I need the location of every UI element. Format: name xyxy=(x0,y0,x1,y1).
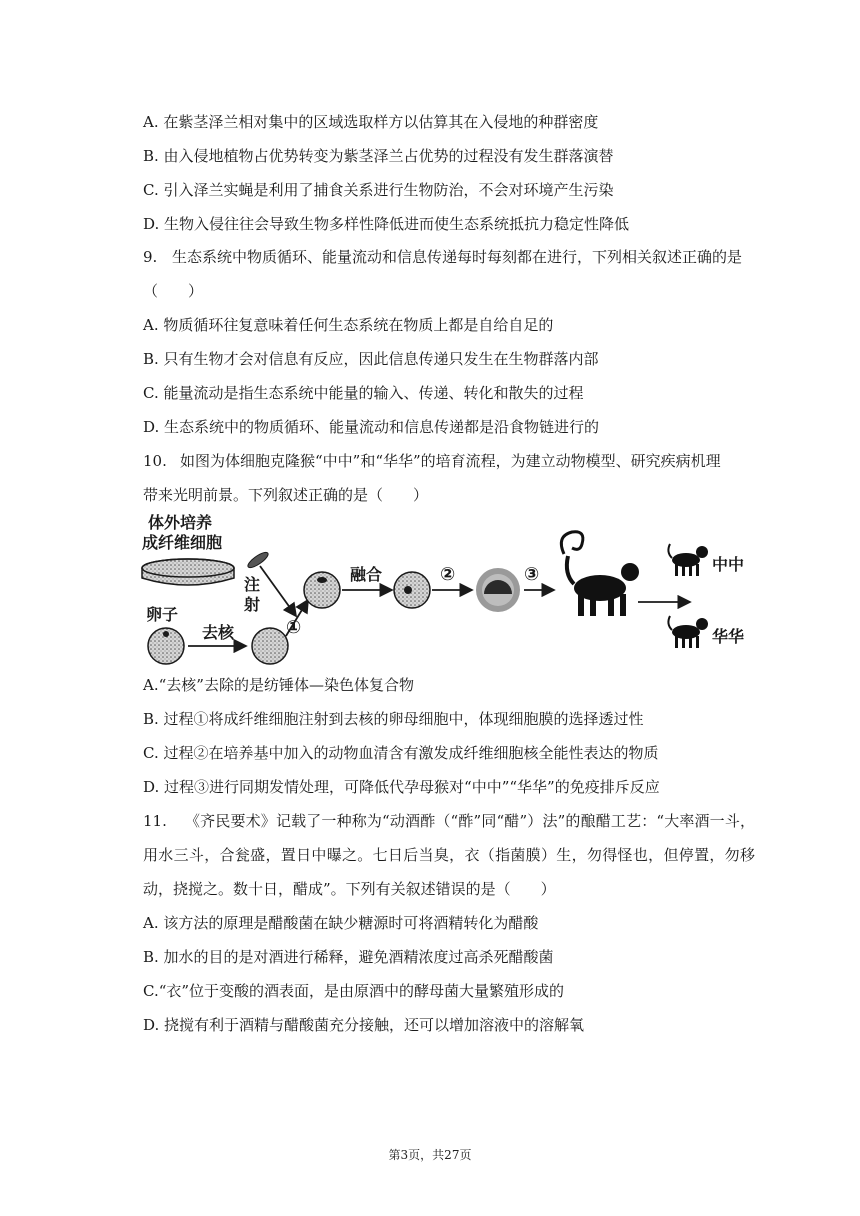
fibroblast-cell-icon xyxy=(246,550,270,570)
q10-option-a: A.“去核”去除的是纺锤体—染色体复合物 xyxy=(143,676,414,694)
step3-label: ③ xyxy=(524,564,540,585)
q11-option-b: B. 加水的目的是对酒进行稀释，避免酒精浓度过高杀死醋酸菌 xyxy=(143,948,554,966)
q8-option-b: B. 由入侵地植物占优势转变为紫茎泽兰占优势的过程没有发生群落演替 xyxy=(143,147,614,165)
petri-dish-icon xyxy=(142,559,234,585)
q8-option-a: A. 在紫茎泽兰相对集中的区域选取样方以估算其在入侵地的种群密度 xyxy=(143,113,599,131)
inject-label-1: 注 xyxy=(244,575,261,594)
q9-number: 9. xyxy=(143,248,158,266)
inject-label-2: 射 xyxy=(244,595,261,614)
egg-label: 卵子 xyxy=(146,605,179,624)
q9-answer-blank: （ ） xyxy=(143,282,204,300)
q10-number: 10. xyxy=(143,452,167,470)
q10-stem-line2: 带来光明前景。下列叙述正确的是（ ） xyxy=(143,486,429,504)
step1-label: ① xyxy=(286,617,302,638)
q10-option-b: B. 过程①将成纤维细胞注射到去核的卵母细胞中，体现细胞膜的选择透过性 xyxy=(143,710,644,728)
fusion-label: 融合 xyxy=(350,565,383,584)
fused-cell-icon xyxy=(394,572,430,608)
q10-option-d: D. 过程③进行同期发情处理，可降低代孕母猴对“中中”“华华”的免疫排斥反应 xyxy=(143,778,660,796)
q11-option-a: A. 该方法的原理是醋酸菌在缺少糖源时可将酒精转化为醋酸 xyxy=(143,914,539,932)
culture-label-2: 成纤维细胞 xyxy=(142,533,223,552)
monkey-zhongzhong-icon xyxy=(668,544,708,576)
monkey1-label: 中中 xyxy=(712,555,745,574)
q9-option-b: B. 只有生物才会对信息有反应，因此信息传递只发生在生物群落内部 xyxy=(143,350,599,368)
injected-egg-icon xyxy=(304,572,340,608)
cloning-flow-diagram xyxy=(138,508,750,668)
monkey2-label: 华华 xyxy=(712,627,745,646)
page-footer: 第3页，共27页 xyxy=(388,1148,472,1162)
q10-stem-line1: 如图为体细胞克隆猴“中中”和“华华”的培育流程，为建立动物模型、研究疾病机理 xyxy=(180,452,721,470)
enucleate-label: 去核 xyxy=(202,623,235,642)
enucleated-egg-icon xyxy=(252,628,288,664)
embryo-icon xyxy=(476,568,520,612)
surrogate-monkey-icon xyxy=(561,532,639,616)
q8-option-c: C. 引入泽兰实蝇是利用了捕食关系进行生物防治，不会对环境产生污染 xyxy=(143,181,614,199)
q11-stem: 《齐民要术》记载了一种称为“动酒酢（“酢”同“醋”）法”的酿醋工艺：“大率酒一斗，用水三斗，合瓮盛，置日中曝之。七日后当臭，衣（指菌膜）生，勿得怪也，但停置，勿移动，挠搅之。数十日，醋成”。下列有关叙述错误的是（ ） xyxy=(143,812,755,898)
q8-option-d: D. 生物入侵往往会导致生物多样性降低进而使生态系统抵抗力稳定性降低 xyxy=(143,215,630,233)
egg-cell-icon xyxy=(148,628,184,664)
q10-option-c: C. 过程②在培养基中加入的动物血清含有激发成纤维细胞核全能性表达的物质 xyxy=(143,744,659,762)
q11-option-c: C.“衣”位于变酸的酒表面，是由原酒中的酵母菌大量繁殖形成的 xyxy=(143,982,565,1000)
monkey-huahua-icon xyxy=(668,616,708,648)
q9-option-a: A. 物质循环往复意味着任何生态系统在物质上都是自给自足的 xyxy=(143,316,554,334)
q9-option-c: C. 能量流动是指生态系统中能量的输入、传递、转化和散失的过程 xyxy=(143,384,584,402)
q11-number: 11. xyxy=(143,812,167,830)
culture-label-1: 体外培养 xyxy=(148,513,213,532)
step2-label: ② xyxy=(440,564,456,585)
q9-stem: 生态系统中物质循环、能量流动和信息传递每时每刻都在进行，下列相关叙述正确的是 xyxy=(172,248,743,266)
inject-arrow xyxy=(260,566,296,616)
q9-option-d: D. 生态系统中的物质循环、能量流动和信息传递都是沿食物链进行的 xyxy=(143,418,600,436)
q11-option-d: D. 挠搅有利于酒精与醋酸菌充分接触，还可以增加溶液中的溶解氧 xyxy=(143,1016,585,1034)
